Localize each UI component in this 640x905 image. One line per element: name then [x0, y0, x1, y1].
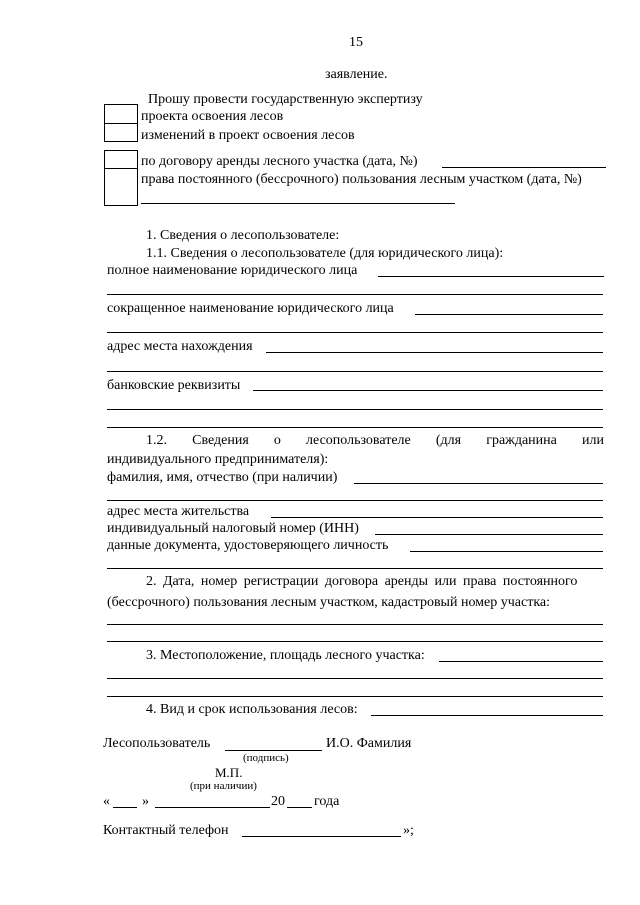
- full-name-line-2[interactable]: [107, 294, 603, 295]
- section4-title: 4. Вид и срок использования лесов:: [146, 702, 358, 717]
- date-quote-open: «: [103, 794, 110, 809]
- section3-line-3[interactable]: [107, 696, 603, 697]
- bank-label: банковские реквизиты: [107, 378, 241, 393]
- document-title: заявление.: [325, 67, 388, 82]
- stamp-hint: (при наличии): [190, 780, 257, 792]
- address-line-2[interactable]: [107, 371, 603, 372]
- full-name-line[interactable]: [378, 276, 604, 277]
- lease-basis-line[interactable]: [442, 167, 606, 168]
- fio-line-2[interactable]: [107, 500, 603, 501]
- permanent-basis-label: права постоянного (бессрочного) пользования лесным участком (дата, №): [141, 172, 582, 187]
- contact-tail: »;: [403, 823, 414, 838]
- address-line[interactable]: [266, 352, 603, 353]
- short-name-line-2[interactable]: [107, 332, 603, 333]
- inn-label: индивидуальный налоговый номер (ИНН): [107, 521, 359, 536]
- section2-line-2[interactable]: [107, 641, 603, 642]
- section1-1-title: 1.1. Сведения о лесопользователе (для юридического лица):: [146, 246, 504, 261]
- signature-hint: (подпись): [243, 752, 289, 764]
- section1-2-word: гражданина: [486, 433, 557, 448]
- section1-2-title: [146, 434, 604, 448]
- residence-label: адрес места жительства: [107, 504, 250, 519]
- page-number: 15: [349, 35, 363, 50]
- section1-2-word: о: [273, 433, 281, 448]
- lease-basis-label: по договору аренды лесного участка (дата, №): [141, 154, 418, 169]
- section1-title: 1. Сведения о лесопользователе:: [146, 228, 340, 243]
- section2-title: 2. Дата, номер регистрации договора аренды или права постоянного: [146, 574, 578, 589]
- id-doc-line[interactable]: [410, 551, 603, 552]
- date-year-line[interactable]: [287, 807, 312, 808]
- section2-title-cont: (бессрочного) пользования лесным участком, кадастровый номер участка:: [107, 595, 551, 610]
- bank-line[interactable]: [253, 390, 603, 391]
- signatory-name: И.О. Фамилия: [326, 736, 412, 751]
- fio-label: фамилия, имя, отчество (при наличии): [107, 470, 338, 485]
- section1-2-word: 1.2.: [146, 433, 167, 448]
- section3-line[interactable]: [439, 661, 603, 662]
- section4-line[interactable]: [371, 715, 603, 716]
- contact-line[interactable]: [242, 836, 401, 837]
- option-changes-label: изменений в проект освоения лесов: [141, 128, 355, 143]
- stamp-label: М.П.: [215, 765, 243, 780]
- bank-line-3[interactable]: [107, 427, 603, 428]
- section1-2-title-cont: индивидуального предпринимателя):: [107, 452, 329, 467]
- id-doc-line-2[interactable]: [107, 568, 603, 569]
- contact-label: Контактный телефон: [103, 823, 229, 838]
- residence-line[interactable]: [271, 517, 603, 518]
- date-month-line[interactable]: [155, 807, 270, 808]
- section1-2-word: или: [581, 433, 604, 448]
- address-label: адрес места нахождения: [107, 339, 253, 354]
- section1-2-word: Сведения: [192, 433, 249, 448]
- full-name-label: полное наименование юридического лица: [107, 263, 358, 278]
- request-intro: Прошу провести государственную экспертизу: [148, 92, 423, 107]
- section1-2-word: (для: [435, 433, 462, 448]
- checkbox-project-changes[interactable]: [104, 123, 138, 142]
- section1-2-word: лесопользователе: [306, 433, 411, 448]
- short-name-label: сокращенное наименование юридического лица: [107, 301, 394, 316]
- inn-line[interactable]: [375, 534, 603, 535]
- checkbox-permanent-basis[interactable]: [104, 168, 138, 206]
- signature-line[interactable]: [225, 750, 322, 751]
- signature-label: Лесопользователь: [103, 736, 211, 751]
- section3-title: 3. Местоположение, площадь лесного участка:: [146, 648, 425, 663]
- date-year-prefix: 20: [271, 794, 285, 809]
- section2-line-1[interactable]: [107, 624, 603, 625]
- checkbox-project[interactable]: [104, 104, 138, 124]
- date-day-line[interactable]: [113, 807, 137, 808]
- checkbox-lease-basis[interactable]: [104, 150, 138, 169]
- permanent-basis-line[interactable]: [141, 203, 455, 204]
- section3-line-2[interactable]: [107, 678, 603, 679]
- date-quote-close: »: [142, 794, 149, 809]
- option-project-label: проекта освоения лесов: [141, 109, 284, 124]
- bank-line-2[interactable]: [107, 409, 603, 410]
- short-name-line[interactable]: [415, 314, 603, 315]
- id-doc-label: данные документа, удостоверяющего личность: [107, 538, 389, 553]
- date-year-word: года: [314, 794, 340, 809]
- fio-line[interactable]: [354, 483, 603, 484]
